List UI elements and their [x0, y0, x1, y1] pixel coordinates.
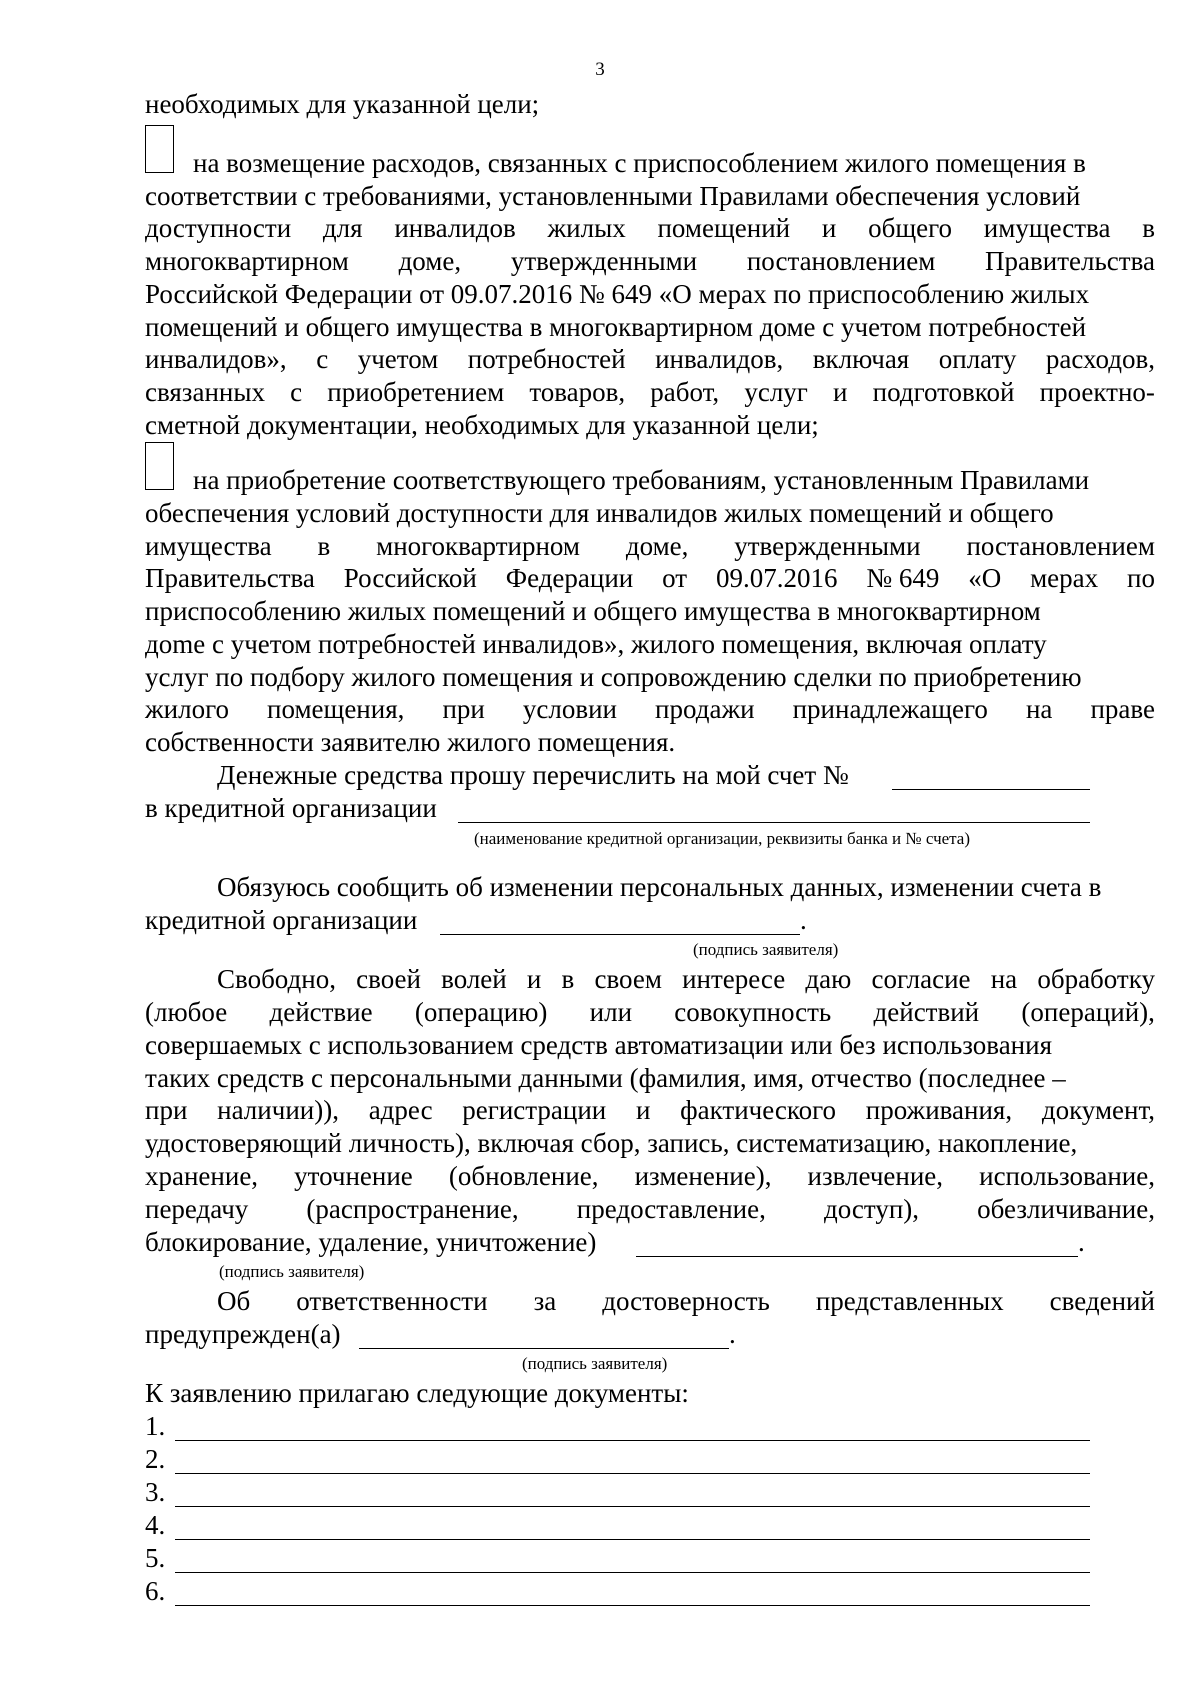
- word: жилого: [145, 694, 229, 724]
- attachment-field[interactable]: [175, 1605, 1090, 1606]
- option2-line: [145, 562, 1155, 595]
- word: доступности: [145, 213, 292, 243]
- consent-caption: (подпись заявителя): [219, 1262, 365, 1281]
- word: учетом: [357, 344, 439, 374]
- account-line1: Денежные средства прошу перечислить на мой счет №: [217, 760, 849, 790]
- word: оплату: [938, 344, 1017, 374]
- word: уточнение: [294, 1161, 413, 1191]
- option2-line: собственности заявителю жилого помещения.: [145, 727, 676, 757]
- word: проживания,: [865, 1095, 1013, 1125]
- word: постановлением: [746, 246, 936, 276]
- word: в: [317, 531, 331, 561]
- word: достоверность: [602, 1286, 770, 1316]
- word: жилых: [547, 213, 626, 243]
- word: и: [833, 377, 848, 407]
- word: доме,: [625, 531, 689, 561]
- option1-line: [145, 343, 1155, 376]
- word: инвалидов,: [655, 344, 784, 374]
- word: помещения,: [267, 694, 405, 724]
- word: с: [316, 344, 329, 374]
- responsibility-signature-field[interactable]: [359, 1348, 729, 1349]
- word: согласие: [871, 964, 971, 994]
- attachment-number: 6.: [145, 1576, 166, 1606]
- word: помещений: [657, 213, 791, 243]
- word: Свободно,: [217, 964, 336, 994]
- responsibility-line1: [217, 1285, 1155, 1318]
- attachment-field[interactable]: [175, 1506, 1090, 1507]
- word: (обновление,: [448, 1161, 599, 1191]
- word: мерах: [1030, 563, 1099, 593]
- intro-line: необходимых для указанной цели;: [145, 89, 540, 119]
- word: интересе: [682, 964, 786, 994]
- word: № 649: [866, 563, 940, 593]
- option1-checkbox[interactable]: [145, 125, 174, 173]
- word: принадлежащего: [792, 694, 988, 724]
- attachment-field[interactable]: [175, 1440, 1090, 1441]
- consent-line: [145, 1094, 1155, 1127]
- option1-line: помещений и общего имущества в многоквартирном доме с учетом потребностей: [145, 312, 1087, 342]
- word: фактического: [680, 1095, 837, 1125]
- responsibility-line2: предупрежден(а): [145, 1319, 341, 1349]
- option2-line: обеспечения условий доступности для инвалидов жилых помещений и общего: [145, 498, 1054, 528]
- option2-line: приспособлению жилых помещений и общего имущества в многоквартирном: [145, 596, 1041, 626]
- word: постановлением: [966, 531, 1155, 561]
- account-caption: (наименование кредитной организации, реквизиты банка и № счета): [474, 829, 971, 848]
- word: обезличивание,: [977, 1194, 1155, 1224]
- word: хранение,: [145, 1161, 259, 1191]
- notify-caption: (подпись заявителя): [693, 940, 839, 959]
- word: условии: [522, 694, 617, 724]
- consent-line: таких средств с персональными данными (фамилия, имя, отчество (последнее –: [145, 1063, 1066, 1093]
- consent-line: [145, 1160, 1155, 1193]
- word: многоквартирном: [376, 531, 580, 561]
- option1-line: [145, 245, 1155, 278]
- word: сведений: [1049, 1286, 1155, 1316]
- word: Правительства: [145, 563, 315, 593]
- word: инвалидов: [394, 213, 516, 243]
- word: товаров,: [529, 377, 626, 407]
- option1-line: [145, 212, 1155, 245]
- word: (распространение,: [306, 1194, 519, 1224]
- word: извлечение,: [807, 1161, 944, 1191]
- word: с: [290, 377, 303, 407]
- attachment-number: 5.: [145, 1543, 166, 1573]
- word: наличии)),: [217, 1095, 339, 1125]
- notify-line2: кредитной организации: [145, 905, 418, 935]
- word: на: [1025, 694, 1053, 724]
- word: общего: [868, 213, 953, 243]
- responsibility-end: .: [729, 1319, 736, 1349]
- word: и: [526, 964, 542, 994]
- consent-last-line: блокирование, удаление, уничтожение): [145, 1227, 597, 1257]
- word: и: [821, 213, 837, 243]
- word: потребностей: [467, 344, 626, 374]
- word: продажи: [655, 694, 755, 724]
- attachment-number: 1.: [145, 1411, 166, 1441]
- word: (любое: [145, 997, 228, 1027]
- word: включая: [812, 344, 910, 374]
- word: даю: [805, 964, 852, 994]
- word: использование,: [979, 1161, 1155, 1191]
- word: приобретением: [327, 377, 505, 407]
- consent-line: [217, 963, 1155, 996]
- word: передачу: [145, 1194, 249, 1224]
- word: от: [662, 563, 688, 593]
- word: доступ),: [823, 1194, 920, 1224]
- option2-line: на приобретение соответствующего требованиям, установленным Правилами: [193, 465, 1090, 495]
- word: Федерации: [505, 563, 634, 593]
- word: (операцию): [414, 997, 548, 1027]
- word: услуг: [744, 377, 808, 407]
- word: в: [561, 964, 575, 994]
- word: волей: [441, 964, 507, 994]
- word: в: [1142, 213, 1155, 243]
- attachment-field[interactable]: [175, 1539, 1090, 1540]
- consent-line: совершаемых с использованием средств автоматизации или без использования: [145, 1030, 1052, 1060]
- option1-line: сметной документации, необходимых для указанной цели;: [145, 410, 819, 440]
- account-number-field[interactable]: [892, 789, 1090, 790]
- word: обработку: [1037, 964, 1155, 994]
- word: праве: [1090, 694, 1155, 724]
- word: (операций),: [1021, 997, 1155, 1027]
- consent-line: [145, 996, 1155, 1029]
- word: утвержденными: [510, 246, 698, 276]
- word: инвалидов»,: [145, 344, 287, 374]
- word: за: [533, 1286, 557, 1316]
- word: по: [1127, 563, 1155, 593]
- consent-line: [145, 1193, 1155, 1226]
- word: «О: [968, 563, 1002, 593]
- option2-line: услуг по подбору жилого помещения и сопровождению сделки по приобретению: [145, 662, 1082, 692]
- bank-name-field[interactable]: [458, 822, 1090, 823]
- word: многоквартирном: [145, 246, 349, 276]
- word: Правительства: [985, 246, 1155, 276]
- word: документ,: [1041, 1095, 1155, 1125]
- attachment-number: 4.: [145, 1510, 166, 1540]
- word: своем: [594, 964, 662, 994]
- word: действие: [269, 997, 373, 1027]
- account-line2: в кредитной организации: [145, 793, 437, 823]
- option1-line: соответствии с требованиями, установленными Правилами обеспечения условий: [145, 181, 1081, 211]
- option2-line: [145, 530, 1155, 563]
- word: работ,: [650, 377, 720, 407]
- word: ответственности: [296, 1286, 488, 1316]
- word: доме,: [398, 246, 462, 276]
- attachment-number: 2.: [145, 1444, 166, 1474]
- page-number: 3: [595, 59, 605, 80]
- word: своей: [356, 964, 421, 994]
- attachment-field[interactable]: [175, 1473, 1090, 1474]
- word: 09.07.2016: [715, 563, 838, 593]
- word: подготовкой: [872, 377, 1015, 407]
- notify-signature-field[interactable]: [440, 934, 800, 935]
- word: Об: [217, 1286, 251, 1316]
- word: Российской: [343, 563, 477, 593]
- word: или: [589, 997, 633, 1027]
- word: имущества: [983, 213, 1111, 243]
- word: расходов,: [1045, 344, 1155, 374]
- word: адрес: [368, 1095, 433, 1125]
- word: предоставление,: [576, 1194, 766, 1224]
- notify-line1: Обязуюсь сообщить об изменении персональных данных, изменении счета в: [217, 872, 1102, 902]
- consent-end: .: [1078, 1227, 1085, 1257]
- word: совокупность: [674, 997, 832, 1027]
- word: изменение),: [634, 1161, 772, 1191]
- word: представленных: [815, 1286, 1004, 1316]
- notify-end: .: [800, 905, 807, 935]
- option2-line: [145, 693, 1155, 726]
- word: регистрации: [462, 1095, 607, 1125]
- responsibility-caption: (подпись заявителя): [522, 1354, 668, 1373]
- option1-line: Российской Федерации от 09.07.2016 № 649 «О мерах по приспособлению жилых: [145, 279, 1090, 309]
- option2-line: дome с учетом потребностей инвалидов», жилого помещения, включая оплату: [145, 629, 1047, 659]
- attachment-number: 3.: [145, 1477, 166, 1507]
- word: имущества: [145, 531, 272, 561]
- attachments-heading: К заявлению прилагаю следующие документы:: [145, 1378, 689, 1408]
- word: и: [635, 1095, 651, 1125]
- word: связанных: [145, 377, 265, 407]
- word: при: [442, 694, 485, 724]
- option2-checkbox[interactable]: [145, 442, 174, 490]
- word: действий: [873, 997, 980, 1027]
- consent-signature-field[interactable]: [636, 1256, 1078, 1257]
- word: проектно-: [1039, 377, 1155, 407]
- attachment-field[interactable]: [175, 1572, 1090, 1573]
- option1-line: на возмещение расходов, связанных с приспособлением жилого помещения в: [193, 148, 1086, 178]
- consent-line: удостоверяющий личность), включая сбор, запись, систематизацию, накопление,: [145, 1128, 1078, 1158]
- word: при: [145, 1095, 188, 1125]
- word: на: [990, 964, 1018, 994]
- option1-line: [145, 376, 1155, 409]
- word: утвержденными: [734, 531, 921, 561]
- word: для: [322, 213, 363, 243]
